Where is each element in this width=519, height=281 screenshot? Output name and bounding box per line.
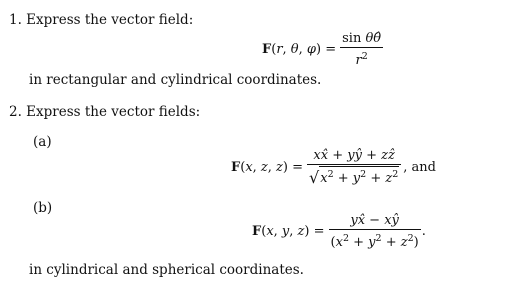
problem-1-fraction	[340, 31, 383, 68]
part-b-fraction	[329, 213, 421, 250]
problem-1-footer: in rectangular and cylindrical coordinates.	[29, 72, 322, 88]
problem-1-lhs: F(r, θ, φ) =	[262, 42, 337, 57]
part-b-denominator: $(x^2 + y^2 + z^2)$	[330, 233, 419, 250]
problem-1-equation	[262, 31, 383, 68]
part-a-equation	[231, 148, 436, 187]
part-a-fraction	[307, 148, 401, 187]
part-a-lhs: F(x, z, z) =	[231, 160, 304, 175]
part-a-tail: , and	[403, 160, 436, 175]
part-a-denominator	[307, 165, 401, 187]
part-b-equation	[252, 213, 426, 250]
part-a-numerator: xx̂ + yŷ + zẑ	[313, 148, 395, 163]
sqrt-icon: √ $x^2 + y^2 + z^2$	[309, 168, 399, 187]
problem-2-label: 2. Express the vector fields:	[9, 104, 201, 120]
problem-1-denominator: $r^2$	[355, 51, 368, 68]
problem-2-footer: in cylindrical and spherical coordinates.	[29, 262, 304, 278]
problem-1-numerator: sin θθ̂	[342, 31, 382, 46]
part-b-tail: .	[421, 224, 426, 239]
part-b-numerator: yx̂ − xŷ	[350, 213, 399, 228]
problem-1-label: 1. Express the vector field:	[9, 12, 194, 28]
part-a-label: (a)	[33, 134, 52, 150]
part-b-lhs: F(x, y, z) =	[252, 224, 325, 239]
part-b-label: (b)	[33, 200, 53, 216]
